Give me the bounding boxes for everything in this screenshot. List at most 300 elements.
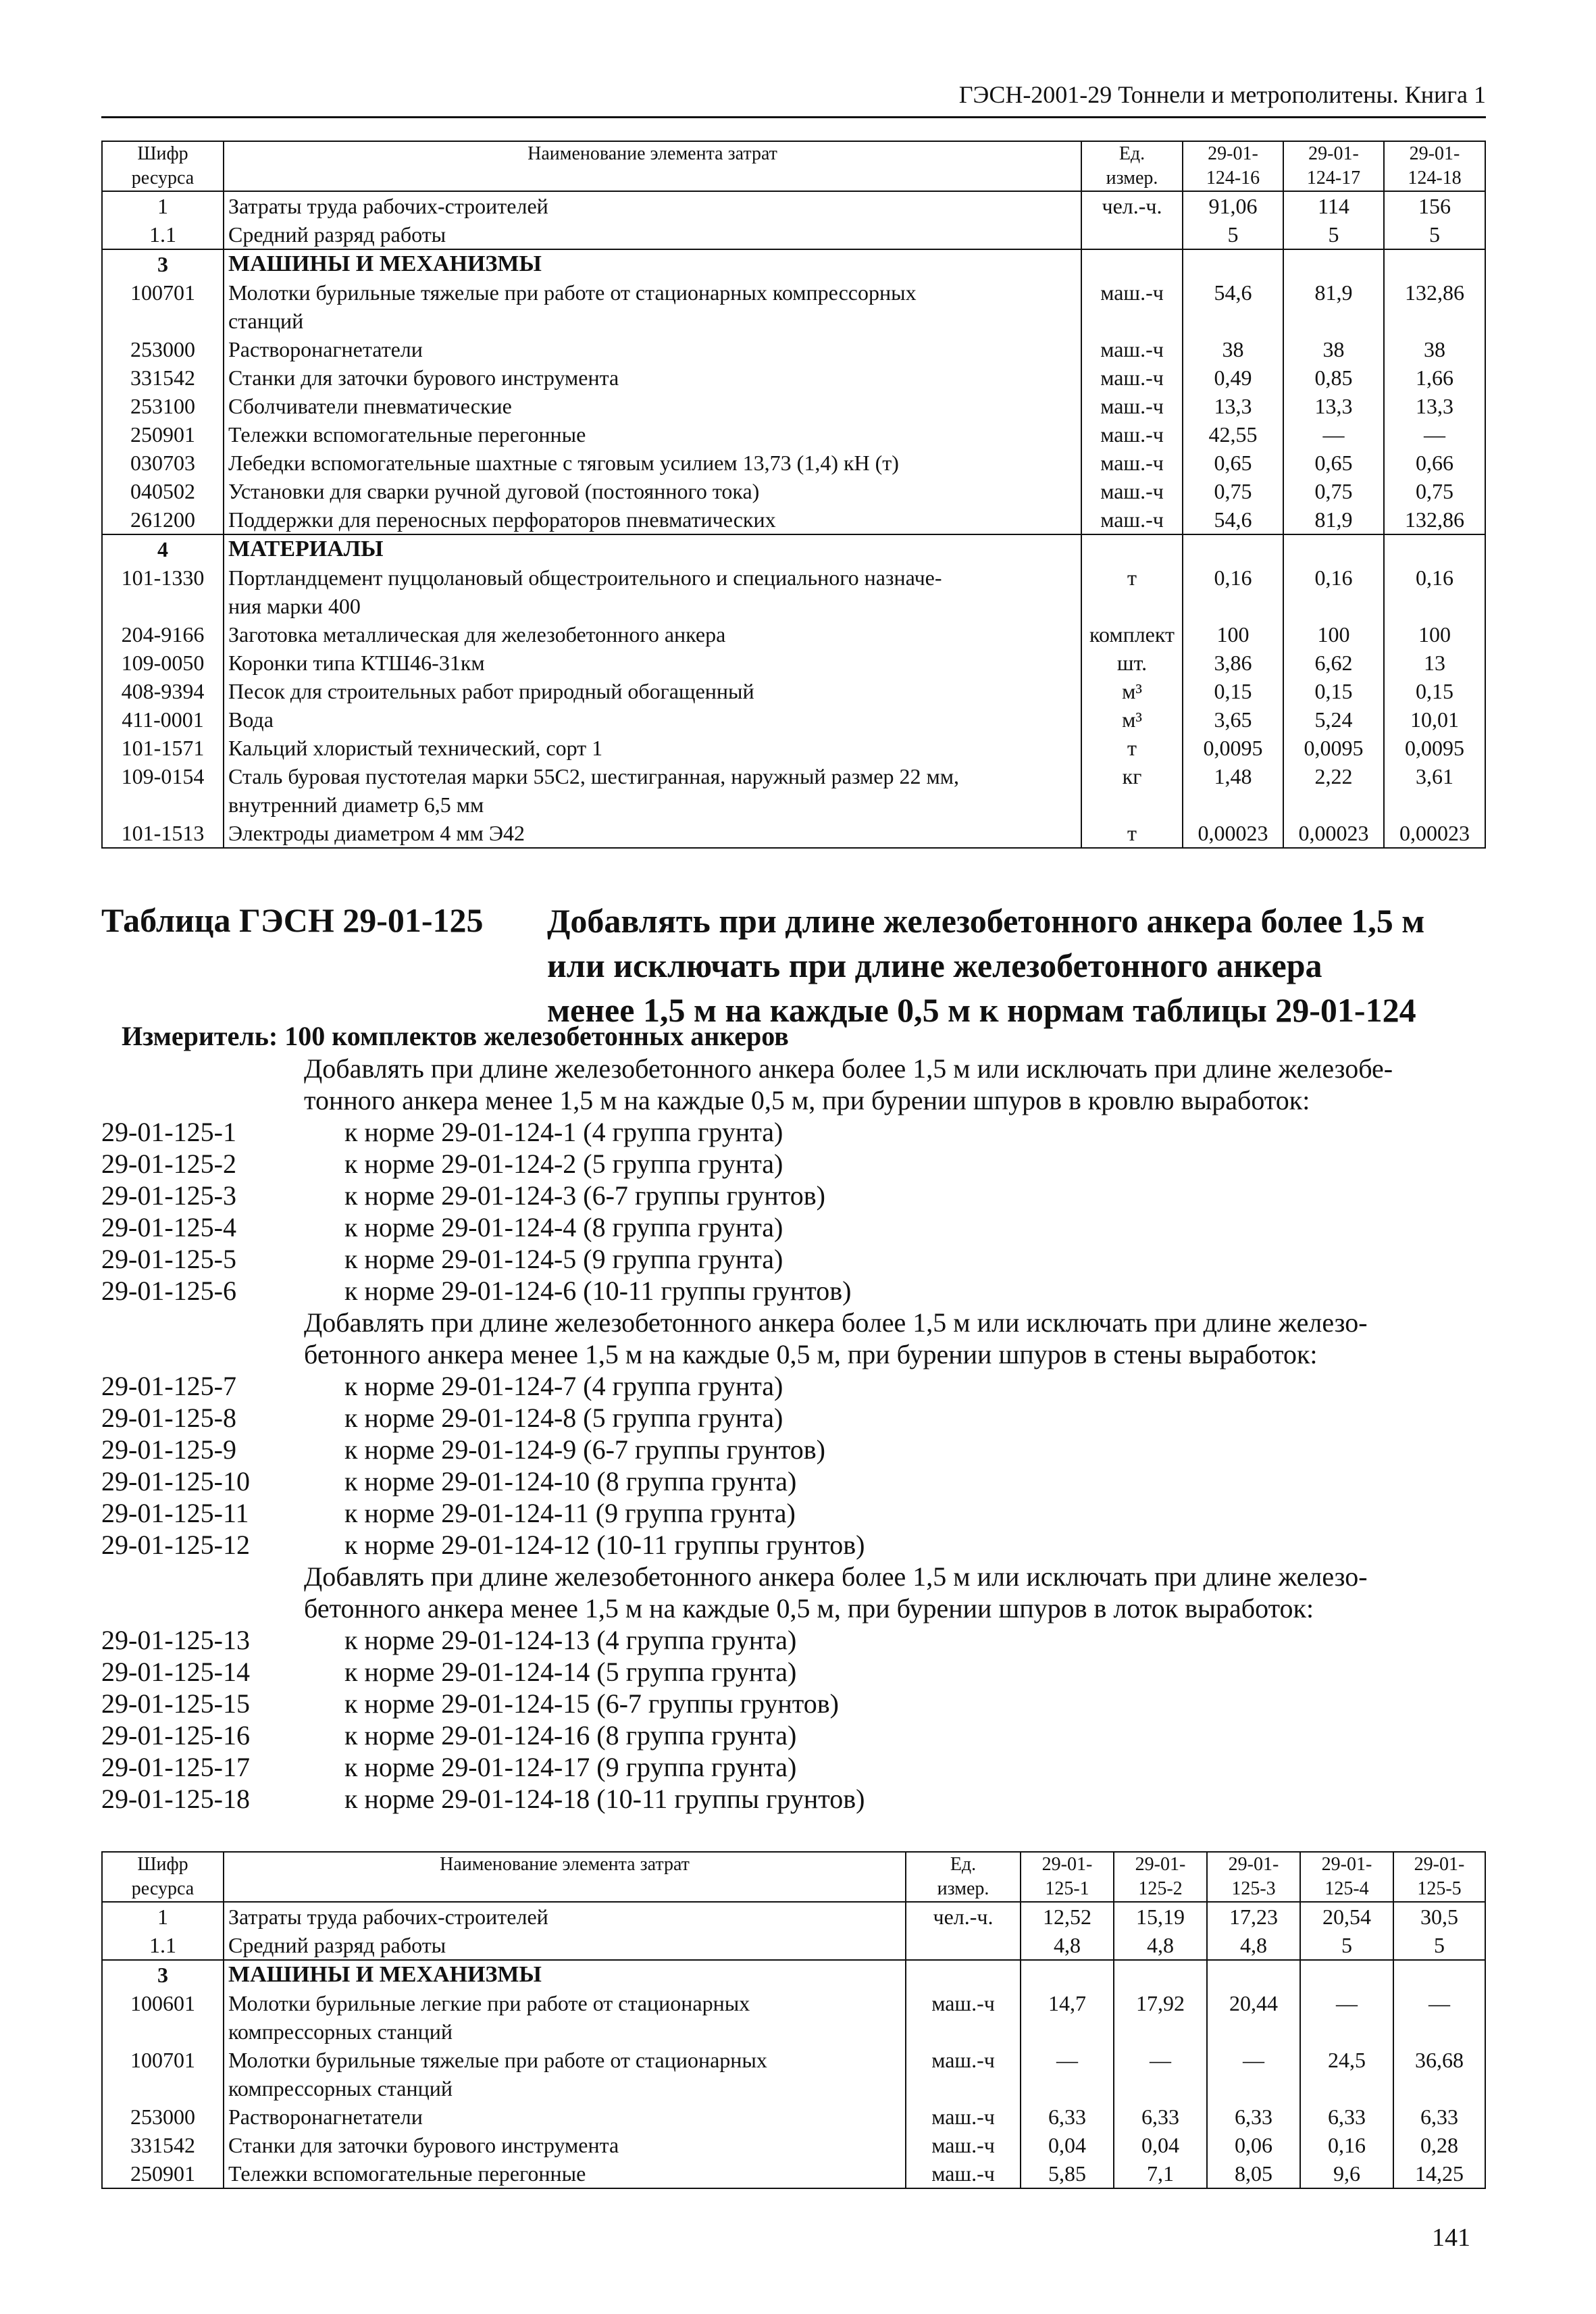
group-intro-line: Добавлять при длине железобетонного анкера более 1,5 м или исключать при длине железо-: [304, 1561, 1368, 1592]
cell-code: 109-0154: [102, 762, 224, 819]
cell-code: 1: [102, 1902, 224, 1931]
norm-code: 29-01-125-3: [101, 1180, 236, 1211]
cell-name-line: Тележки вспомогательные перегонные: [228, 422, 586, 447]
header-code-line: Шифр: [137, 143, 188, 164]
cell-value: —: [1021, 2046, 1114, 2103]
header-unit-line: измер.: [1106, 168, 1158, 188]
cell-code: 1: [102, 191, 224, 220]
header-norm-line: 29-01-: [1308, 143, 1359, 164]
cell-code: 100701: [102, 278, 224, 335]
cell-value: [1183, 534, 1283, 563]
cell-value: 7,1: [1114, 2159, 1207, 2188]
cell-code: 100701: [102, 2046, 224, 2103]
cell-value: [1021, 1960, 1114, 1989]
cell-value: 114: [1283, 191, 1384, 220]
cell-unit: [906, 1960, 1021, 1989]
cell-name: [224, 449, 1081, 477]
cell-value: 24,5: [1300, 2046, 1393, 2103]
cell-name: [224, 249, 1081, 278]
header-code: [102, 1852, 224, 1902]
cell-name: [224, 734, 1081, 762]
norm-item: [101, 1243, 1493, 1275]
cell-value: 0,49: [1183, 363, 1283, 392]
cell-name: [224, 1902, 906, 1931]
cell-name: [224, 1931, 906, 1960]
cell-name: [224, 620, 1081, 649]
norm-text: к норме 29-01-124-2 (5 группа грунта): [344, 1149, 783, 1179]
cell-value: 5,24: [1283, 705, 1384, 734]
cell-name: [224, 1960, 906, 1989]
cell-name-line: Поддержки для переносных перфораторов пневматических: [228, 507, 776, 532]
header-norm-line: 29-01-: [1041, 1854, 1093, 1875]
cell-value: 38: [1183, 335, 1283, 363]
norm-code: 29-01-125-14: [101, 1657, 250, 1687]
cell-name: [224, 2046, 906, 2103]
cell-value: 38: [1384, 335, 1485, 363]
header-code-line: Шифр: [137, 1854, 188, 1875]
norm-item: [101, 1370, 1493, 1402]
cell-name: [224, 2103, 906, 2131]
cell-value: 6,33: [1393, 2103, 1485, 2131]
cell-value: —: [1393, 1989, 1485, 2046]
norm-code: 29-01-125-17: [101, 1752, 250, 1782]
norm-code: 29-01-125-7: [101, 1371, 236, 1401]
header-norm-line: 125-1: [1045, 1878, 1089, 1899]
table-title-line: Добавлять при длине железобетонного анкера более 1,5 м: [547, 902, 1425, 940]
norm-code: 29-01-125-6: [101, 1276, 236, 1306]
header-norm-line: 29-01-: [1208, 143, 1258, 164]
norm-code: 29-01-125-15: [101, 1688, 250, 1719]
norm-item: [101, 1434, 1493, 1465]
header-code-line: ресурса: [131, 1878, 195, 1899]
cell-name: [224, 762, 1081, 819]
table-row: [102, 505, 1485, 534]
cell-code: 100601: [102, 1989, 224, 2046]
table-row: [102, 819, 1485, 848]
table-row: [102, 2131, 1485, 2159]
cell-name-line: МАТЕРИАЛЫ: [228, 536, 384, 561]
cell-value: 17,23: [1207, 1902, 1300, 1931]
table-row: [102, 363, 1485, 392]
cell-name-line: станций: [228, 309, 304, 333]
cell-name: [224, 335, 1081, 363]
norm-code: 29-01-125-12: [101, 1530, 250, 1560]
cell-name: [224, 191, 1081, 220]
cell-unit: маш.-ч: [906, 2159, 1021, 2188]
norm-text: к норме 29-01-124-1 (4 группа грунта): [344, 1117, 783, 1147]
cell-value: 3,86: [1183, 649, 1283, 677]
header-code: [102, 141, 224, 191]
norm-item: [101, 1688, 1493, 1719]
cell-code: 3: [102, 249, 224, 278]
cell-value: —: [1384, 420, 1485, 449]
norm-item: [101, 1211, 1493, 1243]
header-name: Наименование элемента затрат: [224, 141, 1081, 191]
cell-value: 4,8: [1021, 1931, 1114, 1960]
cell-unit: маш.-ч: [1081, 449, 1183, 477]
cell-unit: маш.-ч: [906, 1989, 1021, 2046]
norm-text: к норме 29-01-124-5 (9 группа грунта): [344, 1244, 783, 1274]
cell-code: 040502: [102, 477, 224, 505]
cell-value: 0,04: [1114, 2131, 1207, 2159]
cell-value: —: [1114, 2046, 1207, 2103]
norm-code: 29-01-125-18: [101, 1784, 250, 1814]
cell-code: 1.1: [102, 1931, 224, 1960]
cell-value: 0,66: [1384, 449, 1485, 477]
cell-unit: комплект: [1081, 620, 1183, 649]
norm-item: [101, 1529, 1493, 1561]
cell-value: 54,6: [1183, 505, 1283, 534]
cell-value: 0,15: [1384, 677, 1485, 705]
cell-value: 4,8: [1207, 1931, 1300, 1960]
cell-value: 6,33: [1021, 2103, 1114, 2131]
cell-value: 13,3: [1384, 392, 1485, 420]
norm-item: [101, 1624, 1493, 1656]
header-unit: [1081, 141, 1183, 191]
header-norm-col: [1393, 1852, 1485, 1902]
norm-list: [101, 1053, 1493, 1815]
cell-value: 14,25: [1393, 2159, 1485, 2188]
cell-value: 20,44: [1207, 1989, 1300, 2046]
header-norm-line: 124-17: [1306, 168, 1361, 188]
norm-item: [101, 1497, 1493, 1529]
cell-unit: м³: [1081, 677, 1183, 705]
cell-value: 81,9: [1283, 505, 1384, 534]
table-title-line: или исключать при длине железобетонного анкера: [547, 947, 1322, 984]
cell-name-line: Станки для заточки бурового инструмента: [228, 366, 619, 390]
cell-unit: чел.-ч.: [1081, 191, 1183, 220]
cell-name: [224, 2159, 906, 2188]
cell-value: 0,15: [1183, 677, 1283, 705]
cell-name: [224, 819, 1081, 848]
cell-value: 42,55: [1183, 420, 1283, 449]
cell-value: 5: [1183, 220, 1283, 249]
norm-text: к норме 29-01-124-18 (10-11 группы грунтов): [344, 1784, 865, 1814]
cell-name: [224, 2131, 906, 2159]
cell-value: 5: [1300, 1931, 1393, 1960]
table-row: [102, 2103, 1485, 2131]
header-norm-line: 29-01-: [1414, 1854, 1465, 1875]
norm-code: 29-01-125-5: [101, 1244, 236, 1274]
table-label: Таблица ГЭСН 29-01-125: [101, 901, 484, 939]
table-row: [102, 278, 1485, 335]
cell-code: 250901: [102, 420, 224, 449]
group-intro: [304, 1053, 1493, 1116]
cell-value: 0,75: [1183, 477, 1283, 505]
cell-name-line: Вода: [228, 707, 274, 732]
cell-value: 0,75: [1283, 477, 1384, 505]
cell-unit: шт.: [1081, 649, 1183, 677]
norm-text: к норме 29-01-124-14 (5 группа грунта): [344, 1657, 797, 1687]
cell-name-line: МАШИНЫ И МЕХАНИЗМЫ: [228, 1962, 542, 1987]
norm-text: к норме 29-01-124-8 (5 группа грунта): [344, 1403, 783, 1433]
cell-unit: т: [1081, 734, 1183, 762]
group-intro-line: Добавлять при длине железобетонного анкера более 1,5 м или исключать при длине железобе-: [304, 1053, 1393, 1084]
cell-value: [1207, 1960, 1300, 1989]
norm-code: 29-01-125-8: [101, 1403, 236, 1433]
table-row: [102, 563, 1485, 620]
norm-item: [101, 1402, 1493, 1434]
group-intro-line: тонного анкера менее 1,5 м на каждые 0,5 м, при бурении шпуров в кровлю выработок:: [304, 1085, 1310, 1115]
cell-value: 81,9: [1283, 278, 1384, 335]
cell-unit: [1081, 249, 1183, 278]
cell-value: 5: [1283, 220, 1384, 249]
cell-value: 100: [1384, 620, 1485, 649]
cell-name: [224, 392, 1081, 420]
cell-name-line: Электроды диаметром 4 мм Э42: [228, 821, 525, 845]
table-row: [102, 2046, 1485, 2103]
table-row: [102, 1931, 1485, 1960]
cell-value: 1,66: [1384, 363, 1485, 392]
norm-code: 29-01-125-4: [101, 1212, 236, 1242]
cell-unit: маш.-ч: [1081, 335, 1183, 363]
cell-value: 5: [1384, 220, 1485, 249]
table-row: [102, 249, 1485, 278]
header-unit: [906, 1852, 1021, 1902]
cell-unit: маш.-ч: [1081, 420, 1183, 449]
cell-value: 0,0095: [1283, 734, 1384, 762]
cell-value: 100: [1283, 620, 1384, 649]
cell-name-line: Сталь буровая пустотелая марки 55С2, шестигранная, наружный размер 22 мм,: [228, 764, 959, 788]
group-intro: [304, 1307, 1493, 1370]
table-row: [102, 392, 1485, 420]
norm-text: к норме 29-01-124-16 (8 группа грунта): [344, 1720, 797, 1751]
cell-value: 0,06: [1207, 2131, 1300, 2159]
table-row: [102, 477, 1485, 505]
cell-name-line: Коронки типа КТШ46-31км: [228, 651, 485, 675]
cell-value: 0,04: [1021, 2131, 1114, 2159]
cell-name-line: Лебедки вспомогательные шахтные с тяговым усилием 13,73 (1,4) кН (т): [228, 451, 899, 475]
cell-value: 0,00023: [1183, 819, 1283, 848]
cell-value: 0,28: [1393, 2131, 1485, 2159]
cell-name-line: Молотки бурильные легкие при работе от стационарных: [228, 1991, 750, 2015]
cell-value: 3,65: [1183, 705, 1283, 734]
cell-name-line: МАШИНЫ И МЕХАНИЗМЫ: [228, 251, 542, 276]
cell-value: 0,65: [1283, 449, 1384, 477]
cell-unit: [1081, 220, 1183, 249]
cell-value: 1,48: [1183, 762, 1283, 819]
norm-item: [101, 1465, 1493, 1497]
cell-value: 4,8: [1114, 1931, 1207, 1960]
table-row: [102, 677, 1485, 705]
cell-name-line: Сболчиватели пневматические: [228, 394, 512, 418]
header-norm-line: 29-01-: [1228, 1854, 1279, 1875]
header-norm-col: [1021, 1852, 1114, 1902]
table-row: [102, 620, 1485, 649]
norm-text: к норме 29-01-124-9 (6-7 группы грунтов): [344, 1434, 825, 1465]
norm-item: [101, 1719, 1493, 1751]
cell-code: 204-9166: [102, 620, 224, 649]
cell-code: 3: [102, 1960, 224, 1989]
group-intro-line: бетонного анкера менее 1,5 м на каждые 0,5 м, при бурении шпуров в лоток выработок:: [304, 1593, 1314, 1624]
cell-value: [1283, 534, 1384, 563]
cell-value: 5: [1393, 1931, 1485, 1960]
norm-text: к норме 29-01-124-17 (9 группа грунта): [344, 1752, 797, 1782]
cell-code: 331542: [102, 2131, 224, 2159]
norm-code: 29-01-125-9: [101, 1434, 236, 1465]
header-norm-line: 125-5: [1417, 1878, 1462, 1899]
cell-value: 6,33: [1114, 2103, 1207, 2131]
cell-code: 250901: [102, 2159, 224, 2188]
norm-code: 29-01-125-10: [101, 1466, 250, 1496]
resource-table-124: [101, 141, 1486, 849]
cell-name: [224, 677, 1081, 705]
header-row: [102, 1852, 1485, 1902]
cell-value: —: [1207, 2046, 1300, 2103]
table-row: [102, 1960, 1485, 1989]
cell-name: [224, 534, 1081, 563]
cell-name: [224, 363, 1081, 392]
norm-code: 29-01-125-1: [101, 1117, 236, 1147]
cell-value: 6,62: [1283, 649, 1384, 677]
cell-unit: маш.-ч: [1081, 505, 1183, 534]
cell-name-line: Установки для сварки ручной дуговой (постоянного тока): [228, 479, 760, 503]
cell-unit: маш.-ч: [1081, 363, 1183, 392]
cell-unit: чел.-ч.: [906, 1902, 1021, 1931]
norm-item: [101, 1751, 1493, 1783]
cell-name-line: Затраты труда рабочих-строителей: [228, 194, 548, 218]
header-norm-col: [1283, 141, 1384, 191]
cell-unit: маш.-ч: [1081, 477, 1183, 505]
norm-code: 29-01-125-16: [101, 1720, 250, 1751]
table-row: [102, 762, 1485, 819]
cell-unit: м³: [1081, 705, 1183, 734]
norm-item: [101, 1116, 1493, 1148]
cell-value: 0,00023: [1283, 819, 1384, 848]
cell-value: [1393, 1960, 1485, 1989]
cell-value: —: [1283, 420, 1384, 449]
cell-value: 0,0095: [1183, 734, 1283, 762]
cell-name: [224, 1989, 906, 2046]
cell-code: 411-0001: [102, 705, 224, 734]
cell-value: —: [1300, 1989, 1393, 2046]
cell-code: 030703: [102, 449, 224, 477]
cell-name-line: Затраты труда рабочих-строителей: [228, 1905, 548, 1929]
table-row: [102, 220, 1485, 249]
cell-value: 132,86: [1384, 278, 1485, 335]
cell-name-line: Тележки вспомогательные перегонные: [228, 2161, 586, 2186]
cell-value: 0,00023: [1384, 819, 1485, 848]
table-row: [102, 734, 1485, 762]
table-row: [102, 534, 1485, 563]
cell-value: 0,75: [1384, 477, 1485, 505]
cell-name-line: Молотки бурильные тяжелые при работе от стационарных компрессорных: [228, 280, 917, 305]
header-norm-col: [1183, 141, 1283, 191]
cell-code: 253000: [102, 335, 224, 363]
cell-name-line: Песок для строительных работ природный обогащенный: [228, 679, 754, 703]
norm-item: [101, 1148, 1493, 1180]
cell-name-line: Средний разряд работы: [228, 222, 446, 247]
cell-code: 109-0050: [102, 649, 224, 677]
norm-code: 29-01-125-2: [101, 1149, 236, 1179]
cell-value: 0,65: [1183, 449, 1283, 477]
cell-name-line: Портландцемент пуццолановый общестроительного и специального назначе-: [228, 565, 942, 590]
norm-text: к норме 29-01-124-13 (4 группа грунта): [344, 1625, 797, 1655]
cell-code: 4: [102, 534, 224, 563]
header-norm-line: 124-16: [1206, 168, 1260, 188]
cell-code: 253000: [102, 2103, 224, 2131]
cell-name-line: компрессорных станций: [228, 2076, 453, 2101]
cell-name-line: компрессорных станций: [228, 2019, 453, 2044]
norm-code: 29-01-125-11: [101, 1498, 249, 1528]
cell-value: 3,61: [1384, 762, 1485, 819]
header-norm-line: 125-4: [1324, 1878, 1369, 1899]
table-row: [102, 191, 1485, 220]
cell-code: 331542: [102, 363, 224, 392]
cell-value: 17,92: [1114, 1989, 1207, 2046]
header-norm-col: [1207, 1852, 1300, 1902]
cell-value: 0,85: [1283, 363, 1384, 392]
norm-text: к норме 29-01-124-11 (9 группа грунта): [344, 1498, 796, 1528]
group-intro-line: бетонного анкера менее 1,5 м на каждые 0,5 м, при бурении шпуров в стены выработок:: [304, 1339, 1318, 1369]
norm-item: [101, 1783, 1493, 1815]
cell-value: 0,16: [1300, 2131, 1393, 2159]
cell-value: 91,06: [1183, 191, 1283, 220]
table-row: [102, 1902, 1485, 1931]
cell-value: 14,7: [1021, 1989, 1114, 2046]
cell-value: 5,85: [1021, 2159, 1114, 2188]
cell-value: 0,16: [1183, 563, 1283, 620]
cell-value: 156: [1384, 191, 1485, 220]
cell-value: 0,0095: [1384, 734, 1485, 762]
cell-value: 15,19: [1114, 1902, 1207, 1931]
table-row: [102, 449, 1485, 477]
table-row: [102, 420, 1485, 449]
cell-code: 101-1513: [102, 819, 224, 848]
cell-value: 9,6: [1300, 2159, 1393, 2188]
cell-name-line: Растворонагнетатели: [228, 2105, 423, 2129]
cell-unit: т: [1081, 819, 1183, 848]
table-row: [102, 705, 1485, 734]
header-norm-line: 124-18: [1408, 168, 1462, 188]
header-norm-line: 29-01-: [1409, 143, 1460, 164]
cell-unit: маш.-ч: [906, 2131, 1021, 2159]
cell-value: 13,3: [1183, 392, 1283, 420]
cell-unit: маш.-ч: [1081, 392, 1183, 420]
header-code-line: ресурса: [131, 168, 195, 188]
cell-name: [224, 563, 1081, 620]
cell-name: [224, 220, 1081, 249]
cell-value: 0,15: [1283, 677, 1384, 705]
cell-value: 0,16: [1283, 563, 1384, 620]
header-norm-line: 29-01-: [1321, 1854, 1372, 1875]
table-title-line: менее 1,5 м на каждые 0,5 м к нормам таблицы 29-01-124: [547, 991, 1416, 1029]
norm-item: [101, 1180, 1493, 1211]
table-row: [102, 649, 1485, 677]
cell-unit: [906, 1931, 1021, 1960]
cell-value: 100: [1183, 620, 1283, 649]
cell-unit: т: [1081, 563, 1183, 620]
cell-value: 13,3: [1283, 392, 1384, 420]
cell-name-line: Средний разряд работы: [228, 1933, 446, 1957]
cell-unit: маш.-ч: [1081, 278, 1183, 335]
norm-text: к норме 29-01-124-10 (8 группа грунта): [344, 1466, 797, 1496]
cell-value: 132,86: [1384, 505, 1485, 534]
cell-value: 30,5: [1393, 1902, 1485, 1931]
cell-code: 408-9394: [102, 677, 224, 705]
cell-value: [1384, 534, 1485, 563]
cell-value: 20,54: [1300, 1902, 1393, 1931]
cell-unit: [1081, 534, 1183, 563]
cell-value: 13: [1384, 649, 1485, 677]
group-intro-line: Добавлять при длине железобетонного анкера более 1,5 м или исключать при длине железо-: [304, 1307, 1368, 1338]
cell-value: [1283, 249, 1384, 278]
norm-text: к норме 29-01-124-3 (6-7 группы грунтов): [344, 1180, 825, 1211]
header-name: Наименование элемента затрат: [224, 1852, 906, 1902]
norm-text: к норме 29-01-124-12 (10-11 группы грунтов): [344, 1530, 865, 1560]
cell-value: [1114, 1960, 1207, 1989]
header-norm-line: 29-01-: [1135, 1854, 1186, 1875]
